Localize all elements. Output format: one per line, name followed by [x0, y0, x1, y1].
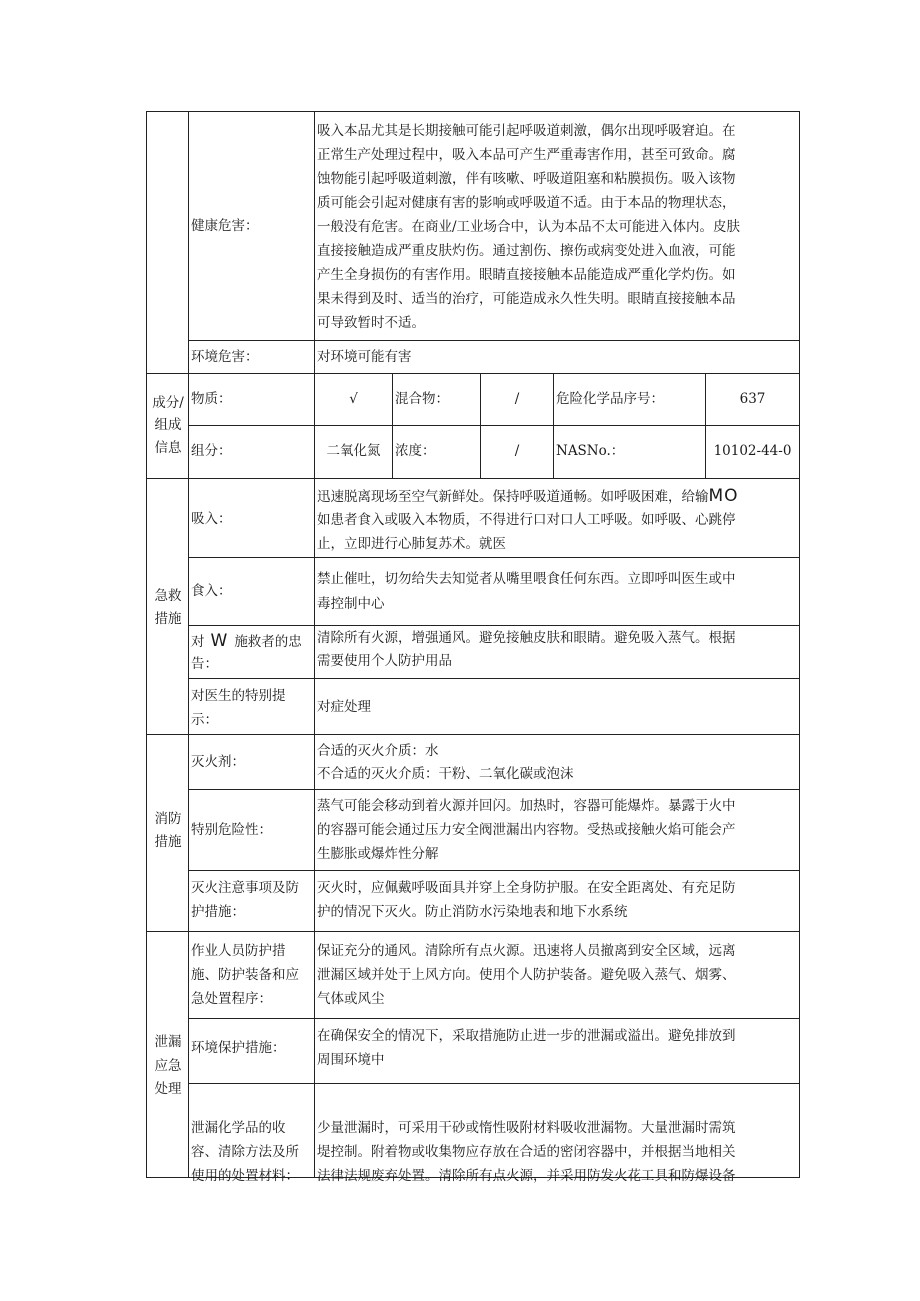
- composition-heading: 成分/: [152, 395, 184, 411]
- safety-data-table: [146, 111, 800, 1184]
- health-hazard-line: 质可能会引起对健康有害的影响或呼吸道不适。由于本品的物理状态，: [317, 195, 736, 211]
- cleanup-label: 使用的处置材料：: [191, 1168, 299, 1184]
- row-divider: [189, 678, 799, 679]
- cas-value: 10102-44-0: [713, 443, 792, 459]
- hazard-number-label: 危险化学品序号：: [556, 391, 664, 407]
- cleanup-label: 泄漏化学品的收: [191, 1120, 286, 1136]
- personnel-line: 泄漏区域并处于上风方向。使用个人防护装备。避免吸入蒸气、烟雾、: [317, 967, 736, 983]
- health-hazard-line: 果未得到及时、适当的治疗，可能造成永久性失明。眼睛直接接触本品: [317, 291, 736, 307]
- health-hazard-label: 健康危害：: [191, 218, 259, 234]
- ingestion-label: 食入：: [191, 583, 232, 599]
- row-divider: [189, 789, 799, 790]
- first-aid-heading: 急救: [154, 588, 182, 604]
- col-divider: [392, 373, 393, 478]
- health-hazard-line: 吸入本品尤其是长期接触可能引起呼吸道刺激，偶尔出现呼吸窘迫。在: [317, 123, 736, 139]
- inhalation-label: 吸入：: [191, 511, 232, 527]
- concentration-label: 浓度：: [395, 443, 436, 459]
- rescuer-label-part: 施救者的忠: [234, 634, 302, 650]
- environment-protection-line: 在确保安全的情况下，采取措施防止进一步的泄漏或溢出。避免排放到: [317, 1028, 736, 1044]
- ingestion-line: 毒控制中心: [317, 596, 385, 612]
- environment-hazard-value: 对环境可能有害: [317, 349, 412, 365]
- row-divider: [147, 931, 799, 932]
- row-divider: [189, 1083, 799, 1084]
- personnel-label: 作业人员防护措: [191, 943, 286, 959]
- substance-value: √: [349, 391, 358, 407]
- cleanup-line: 少量泄漏时，可采用干砂或惰性吸附材料吸收泄漏物。大量泄漏时需筑: [317, 1120, 736, 1136]
- doctor-label: 示：: [191, 712, 218, 728]
- cas-label: NASNo.：: [556, 443, 625, 459]
- row-divider: [147, 734, 799, 735]
- cleanup-label: 容、清除方法及所: [191, 1144, 299, 1160]
- inhalation-line: 如患者食入或吸入本物质，不得进行口对口人工呼吸。如呼吸、心跳停: [317, 512, 736, 528]
- fire-precautions-line: 护的情况下灭火。防止消防水污染地表和地下水系统: [317, 904, 628, 920]
- row-divider: [189, 870, 799, 871]
- substance-label: 物质：: [191, 391, 232, 407]
- health-hazard-line: 一般没有危害。在商业/工业场合中，认为本品不太可能进入体内。皮肤: [317, 219, 741, 235]
- first-aid-heading: 措施: [154, 611, 182, 627]
- composition-heading: 信息: [154, 440, 182, 456]
- mixture-label: 混合物：: [395, 391, 449, 407]
- special-hazard-line: 生膨胀或爆炸性分解: [317, 846, 439, 862]
- inhalation-text: 迅速脱离现场至空气新鲜处。保持呼吸道通畅。如呼吸困难，给输: [317, 489, 709, 505]
- personnel-line: 保证充分的通风。清除所有点火源。迅速将人员撤离到安全区域，远离: [317, 943, 736, 959]
- environment-hazard-label: 环境危害：: [191, 349, 259, 365]
- row-divider: [147, 478, 799, 479]
- hazard-number-value: 637: [739, 391, 766, 407]
- row-divider: [189, 557, 799, 558]
- spill-heading: 泄漏: [154, 1034, 182, 1050]
- row-divider: [189, 625, 799, 626]
- inhalation-line: 止，立即进行心肺复苏术。就医: [317, 536, 506, 552]
- fire-precautions-label: 护措施：: [191, 904, 245, 920]
- cleanup-line: 堤控制。附着物或收集物应存放在合适的密闭容器中，并根据当地相关: [317, 1144, 736, 1160]
- health-hazard-line: 正常生产处理过程中，吸入本品可产生严重毒害作用，甚至可致命。腐: [317, 147, 736, 163]
- col-divider: [188, 112, 189, 1177]
- row-divider: [189, 340, 799, 341]
- inhalation-tail: MO: [708, 486, 739, 506]
- rescuer-label-part: W: [210, 631, 229, 651]
- extinguishing-agent-line: 合适的灭火介质：水: [317, 743, 439, 759]
- personnel-line: 气体或风尘: [317, 991, 385, 1007]
- rescuer-label-part: 对: [191, 634, 205, 650]
- concentration-value: /: [514, 443, 520, 459]
- health-hazard-line: 产生全身损伤的有害作用。眼睛直接接触本品能造成严重化学灼伤。如: [317, 267, 736, 283]
- environment-protection-line: 周围环境中: [317, 1052, 385, 1068]
- doctor-label: 对医生的特别提: [191, 688, 286, 704]
- personnel-label: 施、防护装备和应: [191, 967, 299, 983]
- doctor-value: 对症处理: [317, 699, 371, 715]
- fire-heading: 消防: [154, 811, 182, 827]
- special-hazard-line: 蒸气可能会移动到着火源并回闪。加热时，容器可能爆炸。暴露于火中: [317, 798, 736, 814]
- special-hazard-label: 特别危险性：: [191, 822, 272, 838]
- rescuer-label: [191, 630, 302, 653]
- ingestion-line: 禁止催吐，切勿给失去知觉者从嘴里喂食任何东西。立即呼叫医生或中: [317, 571, 736, 587]
- fire-heading: 措施: [154, 834, 182, 850]
- fire-precautions-line: 灭火时，应佩戴呼吸面具并穿上全身防护服。在安全距离处、有充足防: [317, 880, 736, 896]
- row-divider: [147, 373, 799, 374]
- inhalation-line: [317, 485, 739, 508]
- fire-precautions-label: 灭火注意事项及防: [191, 880, 299, 896]
- component-value: 二氧化氮: [326, 443, 381, 459]
- rescuer-line: 需要使用个人防护用品: [317, 653, 452, 669]
- row-divider: [189, 1018, 799, 1019]
- extinguishing-agent-label: 灭火剂：: [191, 754, 245, 770]
- composition-heading: 组成: [154, 417, 182, 433]
- special-hazard-line: 的容器可能会通过压力安全阀泄漏出内容物。受热或接触火焰可能会产: [317, 822, 736, 838]
- spill-heading: 处理: [154, 1081, 182, 1097]
- health-hazard-line: 直接接触造成严重皮肤灼伤。通过割伤、擦伤或病变处进入血液，可能: [317, 243, 736, 259]
- spill-heading: 应急: [154, 1058, 182, 1074]
- mixture-value: /: [514, 391, 520, 407]
- health-hazard-line: 可导致暂时不适。: [317, 315, 425, 331]
- rescuer-line: 清除所有火源，增强通风。避免接触皮肤和眼睛。避免吸入蒸气。根据: [317, 630, 736, 646]
- col-divider: [553, 373, 554, 478]
- row-divider: [189, 425, 799, 426]
- extinguishing-agent-line: 不合适的灭火介质：干粉、二氧化碳或泡沫: [317, 766, 574, 782]
- health-hazard-line: 蚀物能引起呼吸道刺激，伴有咳嗽、呼吸道阻塞和粘膜损伤。吸入该物: [317, 171, 736, 187]
- environment-protection-label: 环境保护措施：: [191, 1040, 286, 1056]
- component-label: 组分：: [191, 443, 232, 459]
- personnel-label: 急处置程序：: [191, 991, 272, 1007]
- rescuer-label-tail: 告：: [191, 656, 218, 672]
- cleanup-line: 法律法规废弃处置。清除所有点火源，并采用防发火花工具和防爆设备: [317, 1168, 736, 1184]
- col-divider: [314, 112, 315, 1177]
